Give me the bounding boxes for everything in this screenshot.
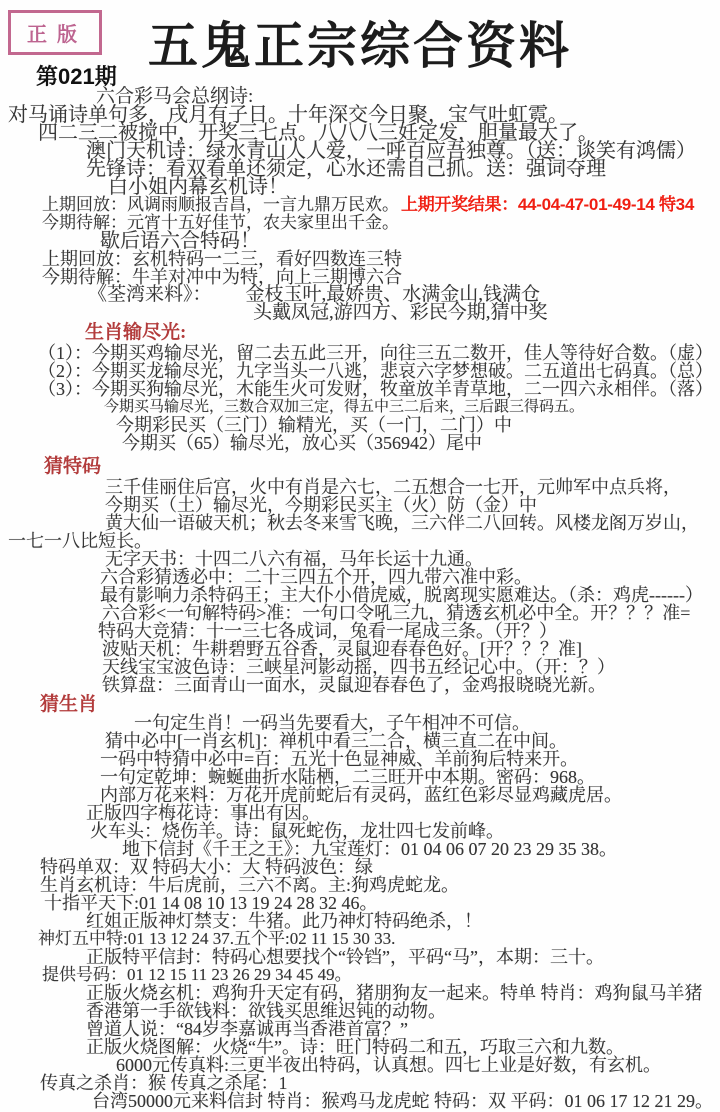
section-heading [85,324,720,342]
doc-text: 今期买（土）输尽光，今期彩民买主（火）防（金）中 [105,495,537,515]
doc-lines [0,88,720,1110]
doc-text: 猜特码 [44,456,102,477]
doc-line [40,876,720,894]
doc-text: 香港第一手欲钱料：欲钱买思维迟钝的动物。 [86,1001,446,1021]
doc-text: 今期买（65）输尽光，放心买（356942）尾中 [122,433,482,453]
doc-text: 六合彩<一句解特码>准：一句口令吼三九，猜透玄机必中全。开？？？准= [102,603,691,623]
doc-line [40,858,720,876]
doc-text: 黄大仙一语破天机；秋去冬来雪飞晚，三六伴二八回转。风楼龙阁万岁山， [105,513,699,533]
doc-text: （3）：今期买狗输尽光，木能生火可发财，牧童放羊青草地，二一四六永相伴。（落） [38,379,713,399]
doc-text: 地下信封《千王之王》：九宝莲灯：01 04 06 07 20 23 29 35 38。 [122,839,617,859]
doc-text: 红姐正版神灯禁支：牛猪。此乃神灯特码绝杀，！ [86,911,482,931]
doc-line [86,1038,720,1056]
doc-line [104,398,720,416]
page-title: 五鬼正宗综合资料 [148,18,572,74]
doc-line [100,586,720,604]
doc-line [38,380,720,398]
doc-text: 传真之杀肖：猴 传真之杀尾：1 [40,1073,288,1093]
doc-text: 一码中特猜中必中=百：五光十色显神威、羊前狗后特来开。 [100,749,579,769]
last-draw-result: 上期开奖结果：44-04-47-01-49-14 特34 [401,195,694,214]
section-heading [44,458,720,476]
doc-text: （2）：今期买龙输尽光，九字当头一八逃，悲哀六字梦想破。二五道出七码真。（总） [38,361,713,381]
doc-text: 十指平天下:01 14 08 10 13 19 24 28 32 46。 [44,893,378,913]
doc-line [100,750,720,768]
doc-line [116,416,720,434]
doc-text: 一句定乾坤：蜿蜒曲折水陆栖，二三旺开中本期。密码：968。 [100,767,595,787]
doc-text: 正版特平信封：特码心想要找个“铃铛”，平码“马”，本期：三十。 [86,947,604,967]
doc-line [86,912,720,930]
doc-line [38,362,720,380]
doc-text: 今期彩民买（三门）输精光，买（一门，二门）中 [116,415,512,435]
doc-text: 最有影响力杀特码王；主大仆小借虎威，脱离现实愿难达。（杀：鸡虎------） [100,585,703,605]
doc-text: 猜中必中[一肖玄机]：禅机中看三二合，横三直二在中间。 [105,731,567,751]
doc-line [100,786,720,804]
doc-line [122,840,720,858]
doc-text: 四二三二被搅中，开奖三七点。八八八三妊定发，胆量最大了。 [38,122,598,144]
doc-line [116,1056,720,1074]
doc-line [92,1092,720,1110]
doc-text: 6000元传真料:三更半夜出特码，认真想。四七上业是好数，有玄机。 [116,1055,661,1075]
doc-line [105,496,720,514]
doc-text: 六合彩猜透必中：二十三四五个开，四九带六准中彩。 [100,567,532,587]
doc-text: 曾道人说：“84岁李嘉诚再当香港首富？” [86,1019,408,1039]
doc-text: 特码单双：双 特码大小：大 特码波色：绿 [40,857,373,877]
doc-text: 波贴天机：牛耕碧野五谷香，灵鼠迎春春色好。[开？？？准] [102,639,582,659]
doc-line [105,478,720,496]
doc-line [42,196,720,214]
doc-text: 一句定生肖！一码当先要看大，子午相冲不可信。 [134,713,530,733]
doc-text: （1）：今期买鸡输尽光，留二去五此三开，向往三五二数开，佳人等待好合数。（虚） [38,343,713,363]
doc-line [100,568,720,586]
doc-line [100,768,720,786]
doc-text: 今期待解：元宵十五好佳节，农夫家里出千金。 [42,213,399,232]
doc-line [102,604,720,622]
doc-line [38,930,720,948]
doc-line [122,434,720,452]
doc-text: 今期买马输尽光，三数合双加三定，得五中三二后来，三后跟三得码五。 [104,399,585,415]
doc-text: 神灯五中特:01 13 12 24 37.五个平:02 11 15 30 33. [38,929,396,948]
doc-line [102,676,720,694]
doc-text: 上期回放：玄机特码一二三，看好四数连三特 [42,249,402,269]
doc-line [86,804,720,822]
doc-line [102,658,720,676]
issue-number: 第021期 [36,64,117,89]
doc-line [86,1020,720,1038]
doc-line [38,344,720,362]
doc-line [8,532,720,550]
section-heading [40,696,720,714]
doc-text: 正版火烧图解：火烧“牛”。诗：旺门特码二和五，巧取三六和九数。 [86,1037,624,1057]
doc-text: 内部万花来料：万花开虎前蛇后有灵码，蓝红色彩尽显鸡藏虎居。 [100,785,622,805]
doc-text: 头戴凤冠,游四方、彩民今期,猜中奖 [253,302,548,323]
doc-line [253,304,720,322]
doc-line [86,948,720,966]
doc-text: 歇后语六合特码！ [100,230,260,252]
doc-text: 先锋诗：看双看单还须定，心水还需自己抓。送：强词夺理 [86,158,606,180]
doc-line [105,550,720,568]
doc-line [105,514,720,532]
doc-text: 正版四字梅花诗：事出有因。 [86,803,320,823]
doc-text: 特码大竞猜：十一三七各成词，兔看一尾成三条。（开？） [98,621,557,641]
doc-text: 今期待解：牛羊对冲中为特，向上三期博六合 [42,267,402,287]
doc-text: 生肖玄机诗：牛后虎前，三六不离。主:狗鸡虎蛇龙。 [40,875,459,895]
doc-text: 台湾50000元来料信封 特肖：猴鸡马龙虎蛇 特码：双 平码：01 06 17 12 21 29。 [92,1091,713,1111]
doc-text: 上期回放：风调雨顺报吉昌，一言九鼎万民欢。 [42,195,399,214]
doc-text: 金枝玉叶,最娇贵、水满金山,钱满仓 [245,284,541,305]
doc-text: 提供号码：01 12 15 11 23 26 29 34 45 49。 [42,965,352,984]
doc-text: 天线宝宝波色诗：三峡星河影动摇，四书五经记心中。（开：？） [102,657,615,677]
doc-text: 一七一八比短长。 [8,531,152,551]
doc-line [102,640,720,658]
doc-text: 白小姐内幕玄机诗！ [108,176,288,198]
doc-line [105,732,720,750]
doc-line [100,232,720,250]
doc-line [40,1074,720,1092]
doc-line [134,714,720,732]
doc-line [42,966,720,984]
doc-line [44,894,720,912]
doc-text: 六合彩马会总纲诗: [96,86,254,107]
doc-line [98,622,720,640]
doc-line [108,178,720,196]
authentic-badge: 正版 [8,10,102,55]
doc-text: 对马诵诗单句多，戌月有子日。十年深交今日聚，宝气吐虹霓。 [8,104,568,126]
doc-text: 猜生肖 [40,694,98,715]
doc-text: 澳门天机诗：绿水青山人人爱，一呼百应吾独尊。（送：谈笑有鸿儒） [86,140,696,162]
doc-text: 《荃湾来料》： [88,284,212,305]
doc-text: 正版火烧玄机：鸡狗升天定有码，猪朋狗友一起来。特单 特肖：鸡狗鼠马羊猪 [86,983,703,1003]
doc-text: 铁算盘：三面青山一面水，灵鼠迎春春色了，金鸡报晓晓光新。 [102,675,606,695]
doc-text: 火车头：烧伤羊。诗：鼠死蛇伤，龙壮四七发前峰。 [90,821,504,841]
doc-text: 无字天书：十四二八六有福，马年长运十九通。 [105,549,483,569]
doc-line [86,984,720,1002]
doc-text: 三千佳丽住后宫，火中有肖是六七，二五想合一七开，元帅军中点兵将， [105,477,681,497]
doc-line [86,1002,720,1020]
doc-line [42,250,720,268]
doc-text: 生肖输尽光: [85,322,187,343]
doc-line [90,822,720,840]
